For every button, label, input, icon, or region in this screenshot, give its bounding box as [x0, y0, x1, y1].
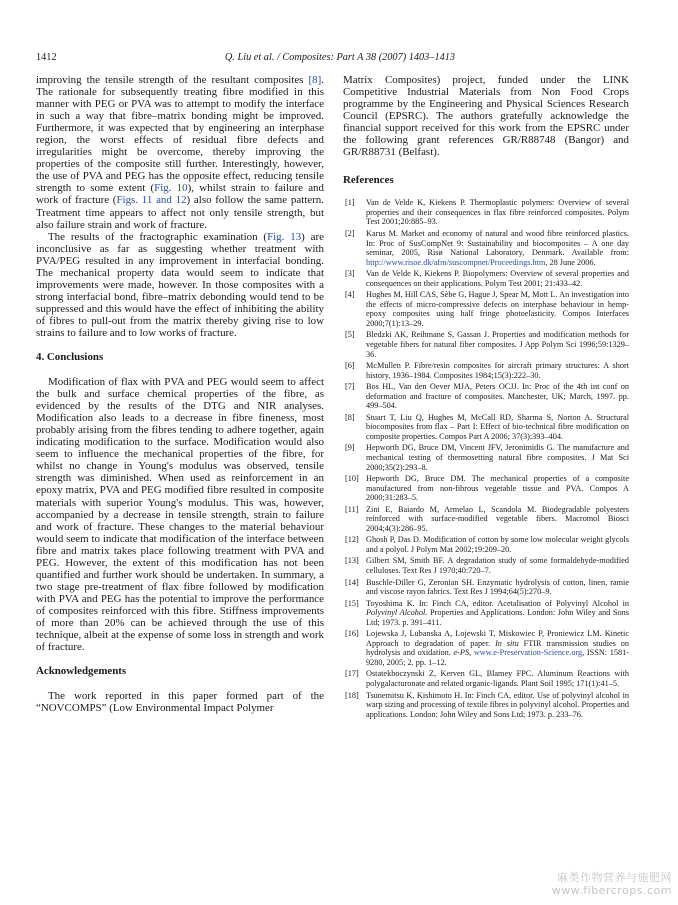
reference-item	[343, 505, 629, 534]
reference-number: [11]	[345, 504, 359, 514]
conclusions-heading: 4. Conclusions	[36, 351, 104, 364]
reference-text: , 28 June 2006.	[545, 257, 596, 267]
reference-item	[343, 290, 629, 328]
reference-text: Van de Velde K, Kiekens P. Biopolymers: Overview of several properties and consequences on their applications. Polym Test 2001; 21:433–42.	[366, 269, 629, 288]
reference-list	[343, 198, 629, 719]
left-column	[36, 74, 324, 714]
reference-text: Tsunemitsu K, Kishimoto H. In: Finch CA, editor. Use of polyvinyl alcohol in warp sizing and processing of textile fibres in polyvinyl alcohol. Properties and applications. London: John Wiley and Sons Ltd; 1973. p. 233–76.	[366, 690, 629, 719]
reference-item	[343, 361, 629, 380]
reference-number: [3]	[345, 269, 355, 279]
reference-item	[343, 443, 629, 472]
acknowledgements-paragraph-start: The work reported in this paper formed part of the “NOVCOMPS” (Low Environmental Impact Polymer	[36, 690, 324, 715]
text-span: The results of the fractographic examination (	[48, 230, 268, 243]
reference-text: ,	[469, 648, 474, 658]
reference-item	[343, 599, 629, 628]
reference-item	[343, 330, 629, 359]
reference-number: [17]	[345, 669, 359, 679]
reference-text: Bos HL, Van den Oever MJA, Peters OCJJ. In: Proc of the 4th int conf on deformation and fracture of composites. Manchester, UK; March, 1997. pp. 499–504.	[366, 382, 629, 411]
reference-number: [4]	[345, 290, 355, 300]
paragraph-results-1	[36, 74, 324, 231]
reference-item	[343, 629, 629, 667]
watermark-line-2: www.fibercrops.com	[551, 884, 672, 897]
paragraph-results-2	[36, 231, 324, 339]
reference-text: Properties and Applications. London: John Wiley and Sons Ltd; 1973. p. 391–411.	[366, 608, 629, 627]
watermark-line-1: 麻类作物营养与施肥网	[557, 871, 672, 884]
watermark	[552, 871, 672, 897]
reference-number: [9]	[345, 443, 355, 453]
reference-text: Hughes M, Hill CAS, Sèbe G, Hague J, Spear M, Mott L. An investigation into the effects of micro-compressive defects on interphase behaviour in hemp-epoxy composites using half fringe photoelasticity. Compos Interfaces 2000;7(1):13–29.	[366, 290, 629, 328]
running-title: Q. Liu et al. / Composites: Part A 38 (2007) 1403–1413	[224, 52, 456, 63]
acknowledgements-paragraph-continued: Matrix Composites) project, funded under the LINK Competitive Industrial Materials from Non Food Crops programme by the Engineering and Physical Sciences Research Council (EPSRC). The authors gratefully acknowledge the financial support received for this work from the EPSRC under the following grant references GR/R88748 (Bangor) and GR/R88731 (Belfast).	[343, 74, 629, 159]
reference-item	[343, 669, 629, 688]
reference-italic-text: e-PS	[453, 648, 470, 658]
figure-link[interactable]: Fig. 13	[267, 230, 302, 243]
reference-text: Gilbert SM, Smith BF. A degradation study of some formaldehyde-modified celluloses. Text Res J 1970;40:720–7.	[366, 556, 629, 576]
reference-number: [16]	[345, 629, 359, 639]
right-column	[343, 74, 629, 719]
reference-text: Bledzki AK, Reihmane S, Gassan J. Properties and modification methods for vegetable fibers for natural fiber composites. J App Polym Sci 1996;59:1329–36.	[366, 330, 629, 359]
reference-item	[343, 474, 629, 503]
reference-text: Zini E, Baiardo M, Armelao L, Scandola M. Biodegradable polyesters reinforced with surface-modified vegetable fibers. Macromol Biosci 2004;4(3):286–95.	[366, 504, 629, 533]
reference-item	[343, 556, 629, 575]
reference-text: Buschle-Diller G, Zeronian SH. Enzymatic hydrolysis of cotton, linen, ramie and viscose rayon fabrics. Text Res J 1994;64(5):270–9.	[366, 577, 629, 597]
reference-number: [10]	[345, 474, 359, 484]
reference-number: [14]	[345, 577, 359, 587]
reference-text: Toyoshima K. In: Finch CA, editor. Acetalisation of Polyvinyl Alcohol in	[366, 598, 629, 608]
reference-text: , ISSN: 1581-9280, 2005; 2. pp. 1–12.	[366, 648, 630, 667]
reference-number: [15]	[345, 598, 359, 608]
reference-item	[343, 269, 629, 288]
reference-number: [6]	[345, 361, 355, 371]
figure-link[interactable]: Fig. 10	[154, 182, 188, 195]
reference-text: Hepworth DG, Bruce DM. The mechanical properties of a composite manufactured from non-fibrous vegetable tissue and PVA. Compos A 2000;31:283–5.	[366, 474, 629, 503]
reference-number: [13]	[345, 556, 359, 566]
text-span: ) also follow the same pattern. Treatment time appears to affect not only tensile strength, but also failure strain and work of fracture.	[36, 194, 325, 231]
reference-text: Ostatekboczynski Z, Kerven GL, Blamey FPC. Aluminum Reactions with polygalacturonate and related organic-ligands. Plant Soil 1995; 171(1):41–5.	[366, 669, 629, 689]
reference-url-link[interactable]: http://www.risoe.dk/afm/suscompnet/Proceedings.htm	[366, 257, 546, 267]
reference-number: [18]	[345, 690, 359, 700]
reference-item	[343, 535, 629, 554]
reference-number: [7]	[345, 382, 355, 392]
references-heading: References	[343, 174, 394, 187]
reference-number: [8]	[345, 412, 355, 422]
text-span: . The rationale for subsequently treating fibre modified in this manner with PEG or PVA was to attempt to modify the interface in such a way that fibre–matrix bonding might be improved. Furthermore, it was expected that by engineering an interphase region, the worst effects of residual fibre defects and irregularities might be overcome, thereby improving the properties of the composite still further. Interestingly, however, the use of PVA and PEG has the opposite effect, reducing tensile strength to some extent (	[36, 74, 324, 195]
reference-item	[343, 413, 629, 442]
citation-link[interactable]: [8]	[308, 74, 322, 86]
reference-url-link[interactable]: www.e-Preservation-Science.org	[473, 648, 583, 658]
reference-text: Hepworth DG, Bruce DM, Vincent JFV, Jeronimidis G. The manufacture and mechanical testing of thermosetting natural fibre composites. J Mat Sci 2000;35(2):293–8.	[366, 443, 629, 472]
reference-item	[343, 198, 629, 227]
reference-text: McMullen P. Fibre/resin composites for aircraft primary structures: A short history, 1936–1984. Composites 1984;15(3):222–30.	[366, 361, 629, 380]
reference-number: [12]	[345, 535, 359, 545]
page-number: 1412	[36, 52, 57, 63]
reference-item	[343, 578, 629, 597]
reference-text: Karus M. Market and economy of natural and wood fibre reinforced plastics. In: Proc of SusCompNet 9: Sustainability and biocomposites – A one day seminar, 2005, Risø National Laboratory, Denmark. Available from:	[366, 228, 629, 258]
reference-italic-text: In situ	[495, 638, 519, 648]
reference-text: FTIR transmission studies on hydrolysis and oxidation.	[366, 638, 629, 658]
reference-italic-text: Polyvinyl Alcohol.	[366, 608, 428, 618]
text-span: improving the tensile strength of the resultant composites	[36, 74, 309, 86]
reference-text: Lojewska J, Lubanska A, Lojewski T, Miskowiec P, Proniewicz LM. Kinetic Approach to degradation of paper.	[366, 629, 629, 648]
reference-text: Ghosh P, Das D. Modification of cotton by some low molecular weight glycols and a polyol. J Polym Mat 2002;19:209–20.	[366, 535, 629, 554]
text-span: ), whilst strain to failure and work of fracture (	[36, 182, 324, 207]
reference-number: [1]	[345, 198, 355, 208]
reference-item	[343, 229, 629, 267]
reference-text: Van de Velde K, Kiekens P. Thermoplastic polymers: Overview of several properties and their consequences in flax fibre reinforced composites. Polym Test 2001;20:885–93.	[366, 198, 629, 227]
reference-item	[343, 691, 629, 720]
reference-text: Stuart T, Liu Q, Hughes M, McCall RD, Sharma S, Norton A. Structural biocomposites from flax – Part I: Effect of bio-technical fibre modification on composite properties. Compos Part A 2006; 37(3):393–404.	[366, 412, 629, 441]
reference-item	[343, 382, 629, 411]
figure-link[interactable]: Figs. 11 and 12	[116, 194, 187, 207]
conclusions-paragraph: Modification of flax with PVA and PEG would seem to affect the bulk and surface chemical properties of the fibre, as evidenced by the results of the DTG and NIR analyses. Modification also leads to a decrease in fibre fineness, most probably arising from the fibres tending to adhere together, again indicating modification to the surface. Modification would also seem to influence the mechanical properties of the fibre, for whilst no change in Young's modulus was observed, tensile strength was diminished. When used as reinforcement in an epoxy matrix, PVA and PEG modified fibre resulted in composite materials with superior Young's modulus. This was, however, accompanied by a decrease in tensile strength, strain to failure and work of fracture. These changes to the material behaviour would seem to indicate that modification of the interface between fibre and matrix takes place following treatment with PVA and PEG. However, the extent of this modification has not been quantified and further work should be undertaken. In summary, a two stage pre-treatment of flax fibre followed by modification with PVA and PEG has the potential to improve the performance of composites reinforced with this fibre. Stiffness improvements of more than 20% can be achieved through the use of this technique, albeit at the expense of some loss in strength and work of fracture.	[36, 376, 324, 654]
reference-number: [2]	[345, 228, 355, 238]
reference-number: [5]	[345, 330, 355, 340]
text-span: ) are inconclusive as far as suggesting whether treatment with PVA/PEG resulted in any improvement in interfacial bonding. The mechanical property data would seem to indicate that improvements were made, however. In those composites with a strong interfacial bond, fibre–matrix debonding would tend to be suppressed and this would have the effect of inhibiting the ability of fibres to pull-out from the matrix thereby giving rise to low strains to failure and to low works of fracture.	[36, 230, 325, 339]
acknowledgements-heading: Acknowledgements	[36, 665, 127, 678]
page-header	[36, 52, 644, 66]
